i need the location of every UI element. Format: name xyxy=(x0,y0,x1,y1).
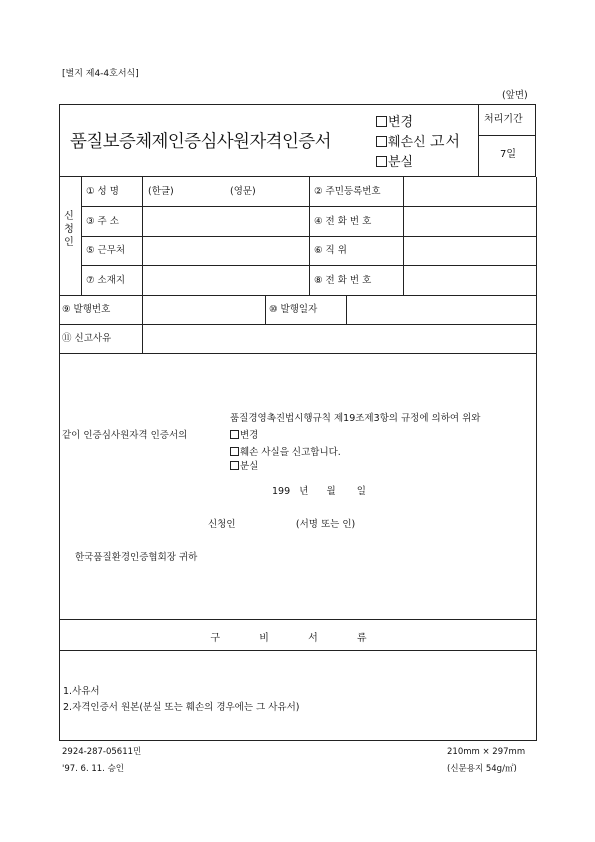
checkbox-icon xyxy=(376,136,387,147)
signature-line: 신청인 (서명 또는 인) xyxy=(208,519,356,530)
option-label: 훼손 사실을 신고합니다. xyxy=(240,447,341,458)
declaration-option-lost[interactable] xyxy=(230,458,258,472)
footer-size: 210mm × 297mm xyxy=(447,747,526,757)
recipient: 한국품질환경인증협회장 귀하 xyxy=(75,552,198,563)
declaration-option-change[interactable] xyxy=(230,427,258,441)
frame-bottom xyxy=(59,740,536,741)
row-divider xyxy=(59,353,536,354)
name-english-hint: (영문) xyxy=(230,186,256,197)
declaration-date: 199 년 월 일 xyxy=(272,486,366,497)
checkbox-icon xyxy=(376,116,387,127)
name-field[interactable] xyxy=(143,178,308,205)
attachment-item: 2.자격인증서 원본(분실 또는 훼손의 경우에는 그 사유서) xyxy=(63,702,300,713)
resident-number-label: ② 주민등록번호 xyxy=(314,186,381,197)
checkbox-icon xyxy=(230,447,239,456)
workplace-field[interactable] xyxy=(143,237,308,264)
header-divider xyxy=(478,104,479,177)
row-divider xyxy=(59,650,536,651)
footer-code: 2924-287-05611민 xyxy=(62,747,142,757)
footer-approval: '97. 6. 11. 승인 xyxy=(62,764,125,774)
processing-period-label: 처리기간 xyxy=(484,114,523,125)
checkbox-icon xyxy=(230,461,239,470)
issue-date-label: ⑩ 발행일자 xyxy=(269,304,318,315)
option-label: 훼손신 xyxy=(388,135,426,150)
option-change[interactable] xyxy=(376,111,413,130)
resident-number-field[interactable] xyxy=(404,178,535,205)
address-label: ③ 주 소 xyxy=(86,216,119,227)
option-lost[interactable] xyxy=(376,151,413,170)
option-label: 변경 xyxy=(240,430,259,441)
frame-right xyxy=(536,177,537,741)
declaration-line2: 같이 인증심사원자격 인증서의 xyxy=(62,430,188,441)
footer-paper: (신문용지 54g/㎡) xyxy=(447,764,517,774)
phone-field[interactable] xyxy=(404,207,535,235)
frame-left xyxy=(59,177,60,741)
option-label: 변경 xyxy=(388,115,414,130)
location-label: ⑦ 소재지 xyxy=(86,275,126,286)
phone-label: ④ 전 화 번 호 xyxy=(314,216,372,227)
attachments-header: 구 비 서 류 xyxy=(210,633,385,644)
declaration-line1: 품질경영촉진법시행규칙 제19조제3항의 규정에 의하여 위와 xyxy=(230,413,481,424)
form-title: 품질보증체제인증심사원자격인증서 xyxy=(70,132,331,152)
workplace-phone-field[interactable] xyxy=(404,266,535,294)
position-label: ⑥ 직 위 xyxy=(314,245,347,256)
column-divider xyxy=(265,295,266,324)
declaration-option-damaged[interactable] xyxy=(230,444,341,458)
applicant-label: 신청인 xyxy=(64,211,74,248)
option-label: 분실 xyxy=(388,155,414,170)
reason-field[interactable] xyxy=(143,325,535,352)
name-label: ① 성 명 xyxy=(86,186,119,197)
issue-number-label: ⑨ 발행번호 xyxy=(62,304,111,315)
front-page-label: (앞면) xyxy=(502,90,528,101)
row-divider xyxy=(59,619,536,620)
form-title-tail: 고서 xyxy=(430,132,461,150)
address-field[interactable] xyxy=(143,207,308,235)
attachment-item: 1.사유서 xyxy=(63,686,100,697)
option-damaged[interactable] xyxy=(376,131,426,150)
reason-label: ⑪ 신고사유 xyxy=(62,333,112,344)
checkbox-icon xyxy=(230,430,239,439)
issue-date-field[interactable] xyxy=(347,296,535,323)
form-number-label: [별지 제4-4호서식] xyxy=(62,69,139,79)
option-label: 분실 xyxy=(240,461,259,472)
processing-period-value: 7일 xyxy=(500,149,517,160)
name-korean-hint: (한글) xyxy=(148,186,174,197)
workplace-label: ⑤ 근무처 xyxy=(86,245,126,256)
workplace-phone-label: ⑧ 전 화 번 호 xyxy=(314,275,372,286)
checkbox-icon xyxy=(376,156,387,167)
location-field[interactable] xyxy=(143,266,308,294)
header-divider xyxy=(478,135,536,136)
issue-number-field[interactable] xyxy=(143,296,264,323)
position-field[interactable] xyxy=(404,237,535,264)
